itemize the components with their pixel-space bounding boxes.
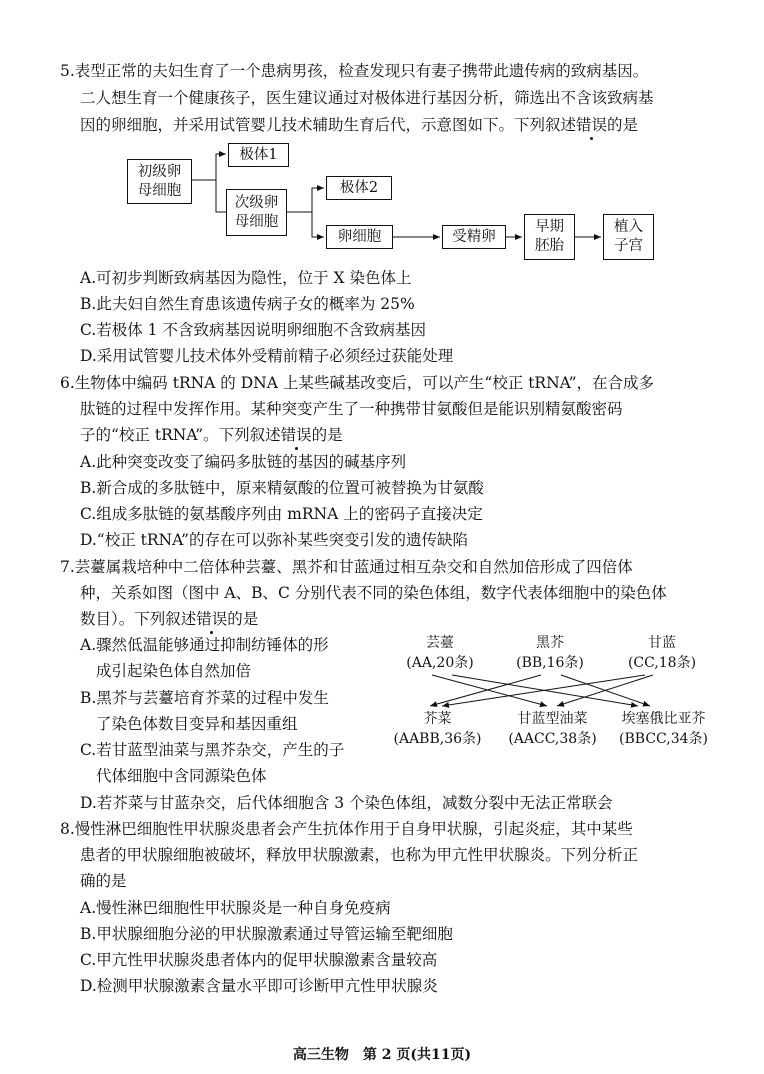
offspring-ethiopian-mustard: 埃塞俄比亚芥 (BBCC,34条) [619, 711, 708, 747]
q6-option-d: D.“校正 tRNA”的存在可以弥补某些突变引发的遗传缺陷 [80, 531, 468, 549]
q8-stem-line-2: 患者的甲状腺细胞被破坏，释放甲状腺激素，也称为甲亢性甲状腺炎。下列分析正 [80, 846, 639, 864]
q7-option-c-line-1: C.若甘蓝型油菜与黑芥杂交，产生的子 [80, 741, 345, 759]
egg-cell-box: 卵细胞 [326, 225, 393, 249]
implant-uterus-box: 植入 子宫 [603, 214, 654, 260]
q5-option-a: A.可初步判断致病基因为隐性，位于 X 染色体上 [80, 269, 412, 287]
q7-option-b-line-2: 了染色体数目变异和基因重组 [96, 715, 298, 733]
q8-option-c: C.甲亢性甲状腺炎患者体内的促甲状腺激素含量较高 [80, 951, 438, 969]
q7-option-b-line-1: B.黑芥与芸薹培育芥菜的过程中发生 [80, 689, 329, 707]
q7-option-c-line-2: 代体细胞中含同源染色体 [96, 767, 267, 785]
q6-stem-line-3: 子的“校正 tRNA”。下列叙述错误的是 [80, 426, 343, 444]
offspring-brassica-juncea: 芥菜 (AABB,36条) [393, 711, 482, 747]
fertilized-egg-box: 受精卵 [442, 225, 506, 249]
q5-stem-line-3: 因的卵细胞，并采用试管婴儿技术辅助生育后代，示意图如下。下列叙述错误的是 [80, 116, 639, 134]
q6-option-c: C.组成多肽链的氨基酸序列由 mRNA 上的密码子直接决定 [80, 505, 483, 523]
q7-option-d: D.若芥菜与甘蓝杂交，后代体细胞含 3 个染色体组，减数分裂中无法正常联会 [80, 794, 613, 812]
q6-stem-line-1: 6.生物体中编码 tRNA 的 DNA 上某些碱基改变后，可以产生“校正 tRNA”，在合成多 [60, 374, 654, 392]
q7-option-a-line-2: 成引起染色体自然加倍 [96, 662, 252, 680]
early-embryo-box: 早期 胚胎 [524, 214, 575, 260]
q7-stem-line-1: 7.芸薹属栽培种中二倍体种芸薹、黑芥和甘蓝通过相互杂交和自然加倍形成了四倍体 [60, 558, 633, 576]
q5-stem-line-2: 二人想生育一个健康孩子，医生建议通过对极体进行基因分析，筛选出不含该致病基 [80, 89, 654, 107]
q8-option-b: B.甲状腺细胞分泌的甲状腺激素通过导管运输至靶细胞 [80, 925, 453, 943]
primary-oocyte-box: 初级卵 母细胞 [127, 159, 192, 204]
q8-stem-line-3: 确的是 [80, 872, 127, 890]
polar-body-1-box: 极体1 [228, 143, 289, 167]
q7-stem-line-3: 数目）。下列叙述错误的是 [80, 610, 259, 628]
parent-brassica-rapa: 芸薹 (AA,20条) [406, 635, 474, 671]
q7-stem-line-2: 种，关系如图（图中 A、B、C 分别代表不同的染色体组，数字代表体细胞中的染色体 [80, 584, 667, 602]
q6-stem-line-2: 肽链的过程中发挥作用。某种突变产生了一种携带甘氨酸但是能识别精氨酸密码 [80, 400, 623, 418]
q7-option-a-line-1: A.骤然低温能够通过抑制纺锤体的形 [80, 636, 329, 654]
q5-emphasis: 错误 [576, 116, 608, 134]
q6-option-a: A.此种突变改变了编码多肽链的基因的碱基序列 [80, 453, 407, 471]
q5-option-d: D.采用试管婴儿技术体外受精前精子必须经过获能处理 [80, 347, 454, 365]
q5-option-b: B.此夫妇自然生育患该遗传病子女的概率为 25% [80, 295, 415, 313]
q5-stem-line-1: 5.表型正常的夫妇生育了一个患病男孩，检查发现只有妻子携带此遗传病的致病基因。 [60, 62, 649, 80]
q8-option-d: D.检测甲状腺激素含量水平即可诊断甲亢性甲状腺炎 [80, 977, 438, 995]
offspring-brassica-napus: 甘蓝型油菜 (AACC,38条) [508, 711, 597, 747]
secondary-oocyte-box: 次级卵 母细胞 [226, 189, 287, 236]
parent-black-mustard: 黑芥 (BB,16条) [516, 635, 584, 671]
q6-option-b: B.新合成的多肽链中，原来精氨酸的位置可被替换为甘氨酸 [80, 479, 484, 497]
polar-body-2-box: 极体2 [326, 176, 392, 200]
parent-cabbage: 甘蓝 (CC,18条) [627, 635, 697, 671]
page-footer: 高三生物 第 2 页(共11页) [292, 1047, 472, 1063]
q8-option-a: A.慢性淋巴细胞性甲状腺炎是一种自身免疫病 [80, 899, 391, 917]
q5-option-c: C.若极体 1 不含致病基因说明卵细胞不含致病基因 [80, 321, 426, 339]
q7-emphasis: 错误 [196, 610, 228, 628]
q6-emphasis: 错误 [280, 426, 312, 444]
q8-stem-line-1: 8.慢性淋巴细胞性甲状腺炎患者会产生抗体作用于自身甲状腺，引起炎症，其中某些 [60, 820, 633, 838]
